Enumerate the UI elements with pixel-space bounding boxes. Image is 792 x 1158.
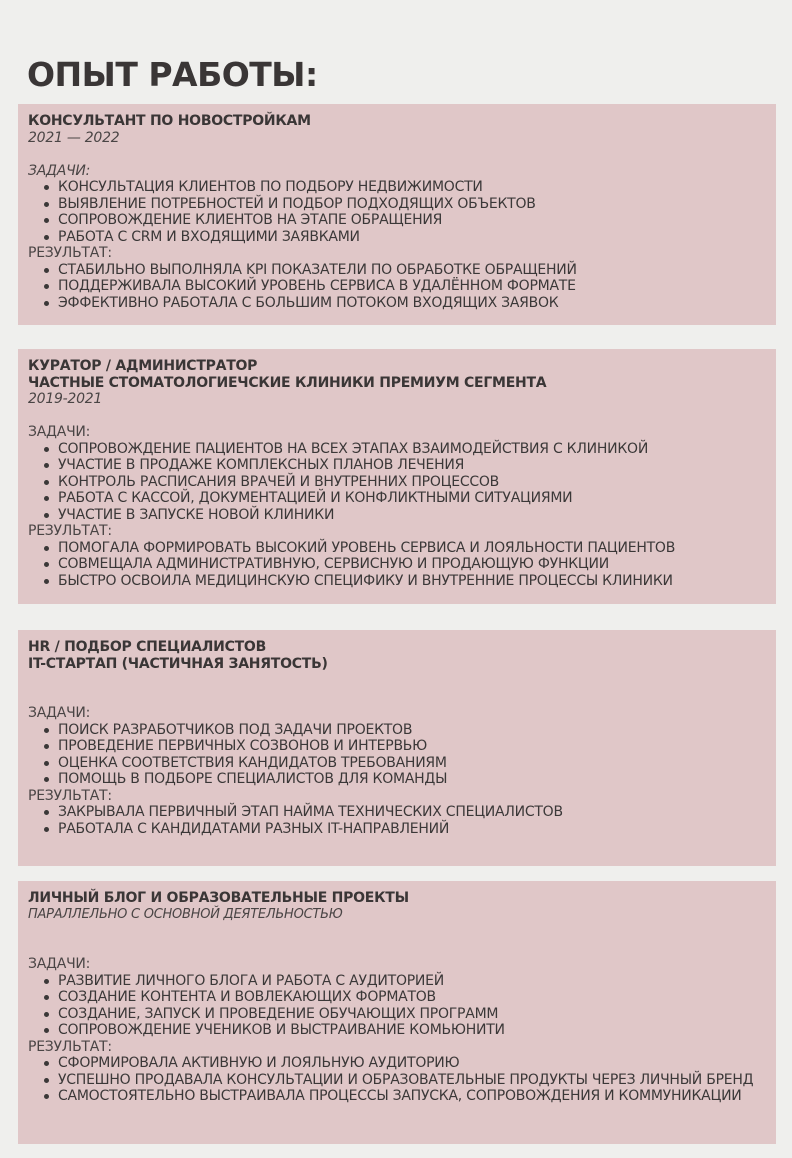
job-period: ПАРАЛЛЕЛЬНО С ОСНОВНОЙ ДЕЯТЕЛЬНОСТЬЮ bbox=[28, 906, 343, 922]
list-item: УЧАСТИЕ В ЗАПУСКЕ НОВОЙ КЛИНИКИ bbox=[42, 507, 776, 524]
results-list bbox=[28, 262, 776, 312]
list-item: СОПРОВОЖДЕНИЕ ПАЦИЕНТОВ НА ВСЕХ ЭТАПАХ ВЗАИМОДЕЙСТВИЯ С КЛИНИКОЙ bbox=[42, 441, 776, 458]
job-card-consultant bbox=[18, 104, 776, 325]
tasks-label: ЗАДАЧИ: bbox=[28, 162, 91, 179]
list-item: СОЗДАНИЕ КОНТЕНТА И ВОВЛЕКАЮЩИХ ФОРМАТОВ bbox=[42, 989, 776, 1006]
list-item: ПОДДЕРЖИВАЛА ВЫСОКИЙ УРОВЕНЬ СЕРВИСА В УДАЛЁННОМ ФОРМАТЕ bbox=[42, 278, 776, 295]
job-card-blog bbox=[18, 881, 776, 1144]
job-subtitle: ЧАСТНЫЕ СТОМАТОЛОГИЕЧСКИЕ КЛИНИКИ ПРЕМИУМ СЕГМЕНТА bbox=[28, 374, 547, 391]
job-period: 2021 — 2022 bbox=[28, 129, 120, 146]
tasks-list bbox=[28, 973, 776, 1039]
tasks-list bbox=[28, 441, 776, 524]
tasks-label: ЗАДАЧИ: bbox=[28, 424, 91, 440]
list-item: ЗАКРЫВАЛА ПЕРВИЧНЫЙ ЭТАП НАЙМА ТЕХНИЧЕСКИХ СПЕЦИАЛИСТОВ bbox=[42, 804, 776, 821]
list-item: СФОРМИРОВАЛА АКТИВНУЮ И ЛОЯЛЬНУЮ АУДИТОРИЮ bbox=[42, 1055, 776, 1072]
job-title: HR / ПОДБОР СПЕЦИАЛИСТОВ bbox=[28, 639, 266, 655]
list-item: СОПРОВОЖДЕНИЕ КЛИЕНТОВ НА ЭТАПЕ ОБРАЩЕНИЯ bbox=[42, 212, 776, 229]
list-item: САМОСТОЯТЕЛЬНО ВЫСТРАИВАЛА ПРОЦЕССЫ ЗАПУСКА, СОПРОВОЖДЕНИЯ И КОММУНИКАЦИИ bbox=[42, 1088, 758, 1105]
list-item: ВЫЯВЛЕНИЕ ПОТРЕБНОСТЕЙ И ПОДБОР ПОДХОДЯЩИХ ОБЪЕКТОВ bbox=[42, 196, 776, 213]
job-period: 2019-2021 bbox=[28, 391, 103, 407]
tasks-list bbox=[28, 722, 776, 788]
job-title: КОНСУЛЬТАНТ ПО НОВОСТРОЙКАМ bbox=[28, 113, 311, 129]
list-item: СОПРОВОЖДЕНИЕ УЧЕНИКОВ И ВЫСТРАИВАНИЕ КОМЬЮНИТИ bbox=[42, 1022, 776, 1039]
tasks-list bbox=[28, 179, 776, 245]
list-item: ПОМОЩЬ В ПОДБОРЕ СПЕЦИАЛИСТОВ ДЛЯ КОМАНДЫ bbox=[42, 771, 776, 788]
job-title: ЛИЧНЫЙ БЛОГ И ОБРАЗОВАТЕЛЬНЫЕ ПРОЕКТЫ bbox=[28, 890, 409, 906]
list-item: РАБОТА С КАССОЙ, ДОКУМЕНТАЦИЕЙ И КОНФЛИКТНЫМИ СИТУАЦИЯМИ bbox=[42, 490, 776, 507]
results-label: РЕЗУЛЬТАТ: bbox=[28, 787, 112, 804]
results-list bbox=[28, 540, 776, 590]
tasks-label: ЗАДАЧИ: bbox=[28, 956, 91, 972]
results-label: РЕЗУЛЬТАТ: bbox=[28, 523, 112, 539]
job-subtitle: IT-СТАРТАП (ЧАСТИЧНАЯ ЗАНЯТОСТЬ) bbox=[28, 655, 328, 672]
list-item: СТАБИЛЬНО ВЫПОЛНЯЛА KPI ПОКАЗАТЕЛИ ПО ОБРАБОТКЕ ОБРАЩЕНИЙ bbox=[42, 262, 776, 279]
list-item: ПОМОГАЛА ФОРМИРОВАТЬ ВЫСОКИЙ УРОВЕНЬ СЕРВИСА И ЛОЯЛЬНОСТИ ПАЦИЕНТОВ bbox=[42, 540, 776, 557]
results-label: РЕЗУЛЬТАТ: bbox=[28, 1038, 112, 1055]
list-item: ОЦЕНКА СООТВЕТСТВИЯ КАНДИДАТОВ ТРЕБОВАНИЯМ bbox=[42, 755, 776, 772]
list-item: СОЗДАНИЕ, ЗАПУСК И ПРОВЕДЕНИЕ ОБУЧАЮЩИХ ПРОГРАММ bbox=[42, 1006, 776, 1023]
list-item: КОНТРОЛЬ РАСПИСАНИЯ ВРАЧЕЙ И ВНУТРЕННИХ ПРОЦЕССОВ bbox=[42, 474, 776, 491]
list-item: ПРОВЕДЕНИЕ ПЕРВИЧНЫХ СОЗВОНОВ И ИНТЕРВЬЮ bbox=[42, 738, 776, 755]
page-title: ОПЫТ РАБОТЫ: bbox=[27, 55, 318, 94]
list-item: СОВМЕЩАЛА АДМИНИСТРАТИВНУЮ, СЕРВИСНУЮ И ПРОДАЮЩУЮ ФУНКЦИИ bbox=[42, 556, 776, 573]
list-item: РАБОТА С CRM И ВХОДЯЩИМИ ЗАЯВКАМИ bbox=[42, 229, 776, 246]
list-item: БЫСТРО ОСВОИЛА МЕДИЦИНСКУЮ СПЕЦИФИКУ И ВНУТРЕННИЕ ПРОЦЕССЫ КЛИНИКИ bbox=[42, 573, 776, 590]
list-item: ЭФФЕКТИВНО РАБОТАЛА С БОЛЬШИМ ПОТОКОМ ВХОДЯЩИХ ЗАЯВОК bbox=[42, 295, 776, 312]
list-item: УЧАСТИЕ В ПРОДАЖЕ КОМПЛЕКСНЫХ ПЛАНОВ ЛЕЧЕНИЯ bbox=[42, 457, 776, 474]
list-item: ПОИСК РАЗРАБОТЧИКОВ ПОД ЗАДАЧИ ПРОЕКТОВ bbox=[42, 722, 776, 739]
job-card-hr bbox=[18, 630, 776, 866]
list-item: УСПЕШНО ПРОДАВАЛА КОНСУЛЬТАЦИИ И ОБРАЗОВАТЕЛЬНЫЕ ПРОДУКТЫ ЧЕРЕЗ ЛИЧНЫЙ БРЕНД bbox=[42, 1072, 758, 1089]
results-list bbox=[28, 804, 776, 837]
results-list bbox=[28, 1055, 776, 1105]
tasks-label: ЗАДАЧИ: bbox=[28, 705, 91, 721]
results-label: РЕЗУЛЬТАТ: bbox=[28, 245, 112, 261]
list-item: РАЗВИТИЕ ЛИЧНОГО БЛОГА И РАБОТА С АУДИТОРИЕЙ bbox=[42, 973, 776, 990]
job-title: КУРАТОР / АДМИНИСТРАТОР bbox=[28, 358, 258, 374]
list-item: КОНСУЛЬТАЦИЯ КЛИЕНТОВ ПО ПОДБОРУ НЕДВИЖИМОСТИ bbox=[42, 179, 776, 196]
job-card-curator bbox=[18, 349, 776, 604]
list-item: РАБОТАЛА С КАНДИДАТАМИ РАЗНЫХ IT-НАПРАВЛЕНИЙ bbox=[42, 821, 776, 838]
